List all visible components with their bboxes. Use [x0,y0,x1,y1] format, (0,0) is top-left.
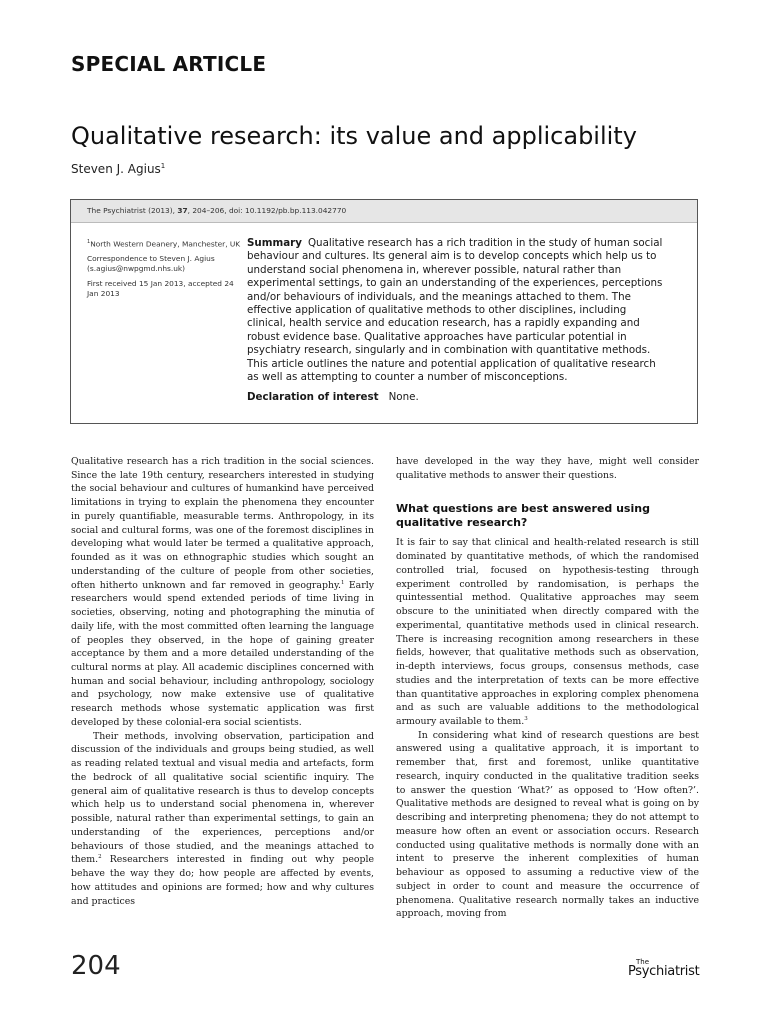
page-number: 204 [71,951,121,981]
paragraph-text: Early researchers would spend extended periods of time living in societies, observing, noting and photographing the minutia of daily life, with the most committed often learning the language of peoples they observed, in the hope of gaining greater acceptance by them and a more detailed understanding of the cultural norms at play. All academic disciplines concerned with human and social behaviour, including anthropology, sociology and psychology, now make extensive use of qualitative research methods whose systematic application was first developed by these colonial-era social scientists. [71,579,374,728]
summary [247,237,667,384]
citation-journal: The Psychiatrist (2013), [87,206,178,215]
citation-ref[interactable]: 2 [98,854,102,861]
paragraph-text: Their methods, involving observation, participation and discussion of the individuals and groups being studied, as well as reading related textual and visual media and artefacts, form the bedrock of all qualitative social scientific inquiry. The general aim of qualitative research is thus to develop concepts which help us to understand social phenomena in, wherever possible, natural rather than experimental settings, to gain an understanding of the experiences, perceptions and/or behaviours of those studied, and the meanings attached to them. [71,730,374,866]
received-dates: First received 15 Jan 2013, accepted 24 Jan 2013 [87,278,234,299]
declaration-label: Declaration of interest [247,391,379,403]
author-name: Steven J. Agius [71,162,161,176]
summary-label: Summary [247,237,302,249]
citation-ref[interactable]: 3 [524,715,528,722]
declaration-of-interest [247,391,419,403]
logo-text: Psychiatrist [628,964,700,979]
affiliation [87,237,243,250]
summary-text: Qualitative research has a rich tradition in the study of human social behaviour and cultures. Its general aim is to develop concepts which help us to understand social phenomena in, wherever possible, natural rather than experimental settings, to gain an understanding of the experiences, perceptions and/or behaviours of individuals, and the meanings attached to them. The effective application of qualitative methods to other disciplines, including clinical, health service and education research, has a rapidly expanding and robust evidence base. Qualitative approaches have particular potential in psychiatry research, singularly and in combination with quantitative methods. This article outlines the nature and potential application of qualitative research as well as attempting to counter a number of misconceptions. [247,237,663,384]
author-affiliation-marker: 1 [160,162,166,170]
paragraph: have developed in the way they have, might well consider qualitative methods to answer their questions. [396,456,699,481]
paragraph: In considering what kind of research questions are best answered using a qualitative approach, it is important to remember that, first and foremost, unlike quantitative research, inquiry conducted in the qualitative tradition seeks to answer the question ‘What?’ as opposed to ‘How often?’. Qualitative methods are designed to reveal what is going on by describing and interpreting phenomena; they do not attempt to measure how often an event or association occurs. Research conducted using qualitative methods is normally done with an intent to preserve the inherent complexities of human behaviour as opposed to assuming a reductive view of the subject in order to count and measure the occurrence of phenomena. Qualitative research normally takes an inductive approach, moving from [396,729,699,920]
journal-logo [628,958,702,982]
article-title: Qualitative research: its value and applicability [71,122,637,150]
paragraph [396,536,699,728]
section-heading: What questions are best answered using qualitative research? [396,502,650,530]
paragraph [71,730,374,909]
declaration-text: None. [388,391,419,403]
correspondence[interactable]: Correspondence to Steven J. Agius (s.agius@nwpgmd.nhs.uk) [87,253,215,274]
paragraph-text: It is fair to say that clinical and health-related research is still dominated by quantitative methods, of which the randomised controlled trial, focused on hypothesis-testing through experiment controlled by randomisation, is perhaps the quintessential method. Qualitative approaches may seem obscure to the uninitiated when directly compared with the experimental, quantitative methods used in clinical research. There is increasing recognition among researchers in these fields, however, that qualitative methods such as observation, in-depth interviews, focus groups, consensus methods, case studies and the interpretation of texts can be more effective than quantitative approaches in exploring complex phenomena and as such are valuable additions to the methodological armoury available to them. [396,537,699,728]
paragraph-text: Researchers interested in finding out why people behave the way they do; how people are affected by events, how attitudes and opinions are formed; how and why cultures and practices [71,854,374,907]
body-column-right [396,455,699,921]
citation-ref[interactable]: 1 [340,579,345,586]
abstract-box [70,199,698,424]
affiliation-text: North Western Deanery, Manchester, UK [90,239,241,249]
citation-volume: 37 [177,206,188,215]
paragraph [71,455,374,730]
paragraph-text: Qualitative research has a rich tradition in the social sciences. Since the late 19th century, researchers interested in studying the social behaviour and cultures of humankind have perceived limitations in trying to explain the phenomena they encounter in purely quantifiable, measurable terms. Anthropology, in its social and cultural forms, was one of the foremost disciplines in developing what would later be termed a qualitative approach, founded as it was on ethnographic studies which sought an understanding of the culture of people from other societies, often hitherto unknown and far removed in geography. [71,456,375,591]
citation-bar [71,200,697,223]
logo-small-text: The [636,958,650,966]
body-column-left [71,455,374,908]
citation-pages-doi[interactable]: , 204–206, doi: 10.1192/pb.bp.113.042770 [187,206,347,215]
author-line [71,162,165,176]
section-label: SPECIAL ARTICLE [71,52,267,76]
affiliation-marker: 1 [87,239,91,245]
affiliation-block [87,237,243,304]
